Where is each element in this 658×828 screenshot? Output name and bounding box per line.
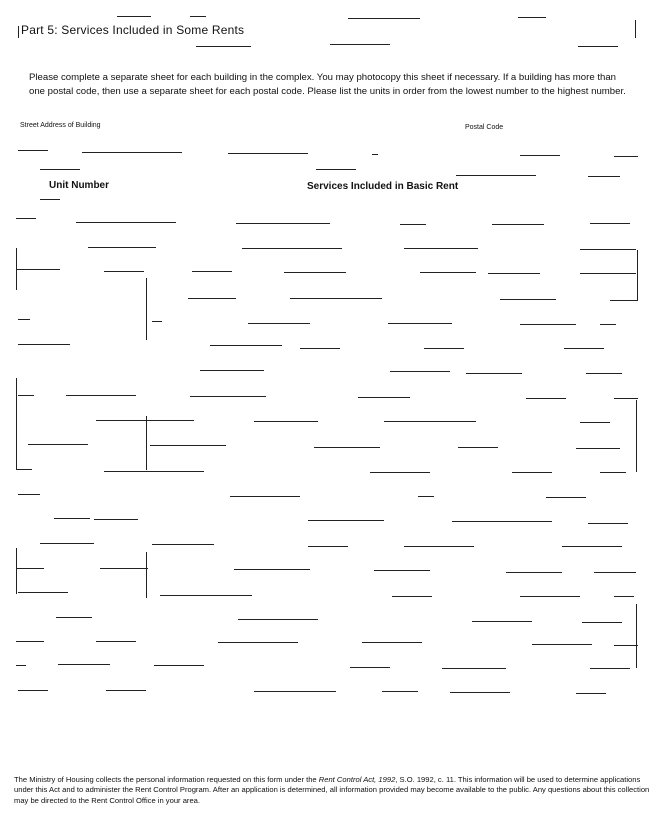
form-rule-line [586, 373, 622, 374]
privacy-notice-text-2: , S.O. 1992, c. 11. This information will be used to determine applications under this Act and to administer the Rent Control Program. After an application is determined, all information provided may become available to the public. Any questions about this collection may be directed to the Rent Control Office in your area. [14, 775, 650, 805]
form-rule-line [600, 324, 616, 325]
form-rule-line [590, 668, 630, 669]
form-rule-line [388, 323, 452, 324]
unit-number-header: Unit Number [49, 180, 109, 191]
form-rule-line [40, 543, 94, 544]
form-rule-line [58, 664, 110, 665]
form-rule-line [614, 596, 634, 597]
form-rule-line [152, 321, 162, 322]
form-rule-line [28, 444, 88, 445]
form-rule-line [392, 596, 432, 597]
form-vertical-rule [635, 20, 636, 38]
form-rule-line [588, 523, 628, 524]
form-rule-line [238, 619, 318, 620]
form-rule-line [576, 693, 606, 694]
form-rule-line [16, 269, 60, 270]
form-rule-line [400, 224, 426, 225]
form-rule-line [350, 667, 390, 668]
form-rule-line [314, 447, 380, 448]
form-rule-line [532, 644, 592, 645]
form-rule-line [424, 348, 464, 349]
form-rule-line [210, 345, 282, 346]
form-rule-line [614, 156, 638, 157]
form-rule-line [452, 521, 552, 522]
form-rule-line [150, 445, 226, 446]
form-vertical-rule [637, 250, 638, 300]
form-vertical-rule [146, 416, 147, 470]
form-rule-line [230, 496, 300, 497]
form-rule-line [370, 472, 430, 473]
form-rule-line [500, 299, 556, 300]
form-rule-line [18, 690, 48, 691]
form-rule-line [248, 323, 310, 324]
form-vertical-rule [636, 604, 637, 668]
form-rule-line [66, 395, 136, 396]
form-rule-line [254, 421, 318, 422]
form-rule-line [520, 596, 580, 597]
form-rule-line [54, 518, 90, 519]
form-rule-line [236, 223, 330, 224]
form-rule-line [104, 471, 204, 472]
form-rule-line [458, 447, 498, 448]
form-rule-line [488, 273, 540, 274]
form-rule-line [94, 519, 138, 520]
form-rule-line [308, 546, 348, 547]
form-rule-line [382, 691, 418, 692]
form-rule-line [562, 546, 622, 547]
form-rule-line [308, 520, 384, 521]
form-rule-line [160, 595, 252, 596]
form-rule-line [18, 592, 68, 593]
form-rule-line [82, 152, 182, 153]
form-rule-line [384, 421, 476, 422]
form-rule-line [610, 300, 638, 301]
form-rule-line [200, 370, 264, 371]
form-rule-line [196, 46, 251, 47]
form-rule-line [218, 642, 298, 643]
form-rule-line [290, 298, 382, 299]
form-rule-line [456, 175, 536, 176]
form-rule-line [580, 422, 610, 423]
form-rule-line [526, 398, 566, 399]
form-rule-line [16, 218, 36, 219]
form-rule-line [582, 622, 622, 623]
form-rule-line [420, 272, 476, 273]
street-address-label: Street Address of Building [20, 122, 101, 129]
form-rule-line [418, 496, 434, 497]
form-rule-line [372, 154, 378, 155]
form-rule-line [18, 344, 70, 345]
form-rule-line [614, 645, 638, 646]
form-rule-line [594, 572, 636, 573]
form-vertical-rule [636, 400, 637, 472]
form-rule-line [96, 420, 194, 421]
form-rule-line [96, 641, 136, 642]
form-rule-line [16, 665, 26, 666]
form-rule-line [580, 249, 636, 250]
form-vertical-rule [16, 378, 17, 470]
form-rule-line [472, 621, 532, 622]
form-rule-line [88, 247, 156, 248]
form-rule-line [330, 44, 390, 45]
form-rule-line [614, 398, 638, 399]
form-rule-line [40, 199, 60, 200]
form-rule-line [518, 17, 546, 18]
form-rule-line [234, 569, 310, 570]
form-rule-line [18, 319, 30, 320]
form-rule-line [104, 271, 144, 272]
form-rule-line [512, 472, 552, 473]
instructions-text: Please complete a separate sheet for each building in the complex. You may photocopy this sheet if necessary. If a building has more than one postal code, then use a separate sheet for each postal code. Please list the units in order from the lowest number to the highest number. [29, 72, 626, 97]
form-rule-line [154, 665, 204, 666]
privacy-notice [14, 775, 654, 806]
form-rule-line [190, 396, 266, 397]
form-rule-line [442, 668, 506, 669]
form-rule-line [190, 16, 206, 17]
form-rule-line [242, 248, 342, 249]
form-rule-line [466, 373, 522, 374]
form-vertical-rule [16, 248, 17, 290]
form-rule-line [40, 169, 80, 170]
form-rule-line [192, 271, 232, 272]
form-rule-line [188, 298, 236, 299]
form-vertical-rule [18, 26, 19, 38]
form-rule-line [404, 546, 474, 547]
form-rule-line [254, 691, 336, 692]
form-rule-line [546, 497, 586, 498]
form-rule-line [117, 16, 151, 17]
form-rule-line [600, 472, 626, 473]
form-rule-line [358, 397, 410, 398]
form-rule-line [300, 348, 340, 349]
services-header: Services Included in Basic Rent [307, 181, 459, 192]
act-name: Rent Control Act, 1992 [318, 775, 396, 784]
form-rule-line [284, 272, 346, 273]
form-rule-line [16, 469, 32, 470]
form-rule-line [16, 568, 44, 569]
form-rule-line [404, 248, 478, 249]
form-vertical-rule [16, 548, 17, 594]
form-rule-line [590, 223, 630, 224]
form-rule-line [16, 641, 44, 642]
form-rule-line [580, 273, 636, 274]
form-rule-line [506, 572, 562, 573]
form-rule-line [450, 692, 510, 693]
form-rule-line [578, 46, 618, 47]
form-rule-line [390, 371, 450, 372]
form-rule-line [362, 642, 422, 643]
form-rule-line [18, 150, 48, 151]
form-vertical-rule [146, 278, 147, 340]
form-rule-line [100, 568, 148, 569]
privacy-notice-text-1: The Ministry of Housing collects the personal information requested on this form under the [14, 775, 319, 784]
part-title: Part 5: Services Included in Some Rents [21, 23, 245, 37]
form-rule-line [18, 494, 40, 495]
form-rule-line [492, 224, 544, 225]
form-rule-line [106, 690, 146, 691]
form-rule-line [76, 222, 176, 223]
form-rule-line [588, 176, 620, 177]
form-vertical-rule [146, 552, 147, 598]
form-rule-line [564, 348, 604, 349]
form-rule-line [576, 448, 620, 449]
form-rule-line [152, 544, 214, 545]
form-rule-line [18, 395, 34, 396]
form-rule-line [316, 169, 356, 170]
postal-code-label: Postal Code [465, 124, 504, 131]
form-rule-line [228, 153, 308, 154]
form-rule-line [374, 570, 430, 571]
form-rule-line [56, 617, 92, 618]
form-rule-line [348, 18, 420, 19]
form-rule-line [520, 155, 560, 156]
form-rule-line [520, 324, 576, 325]
